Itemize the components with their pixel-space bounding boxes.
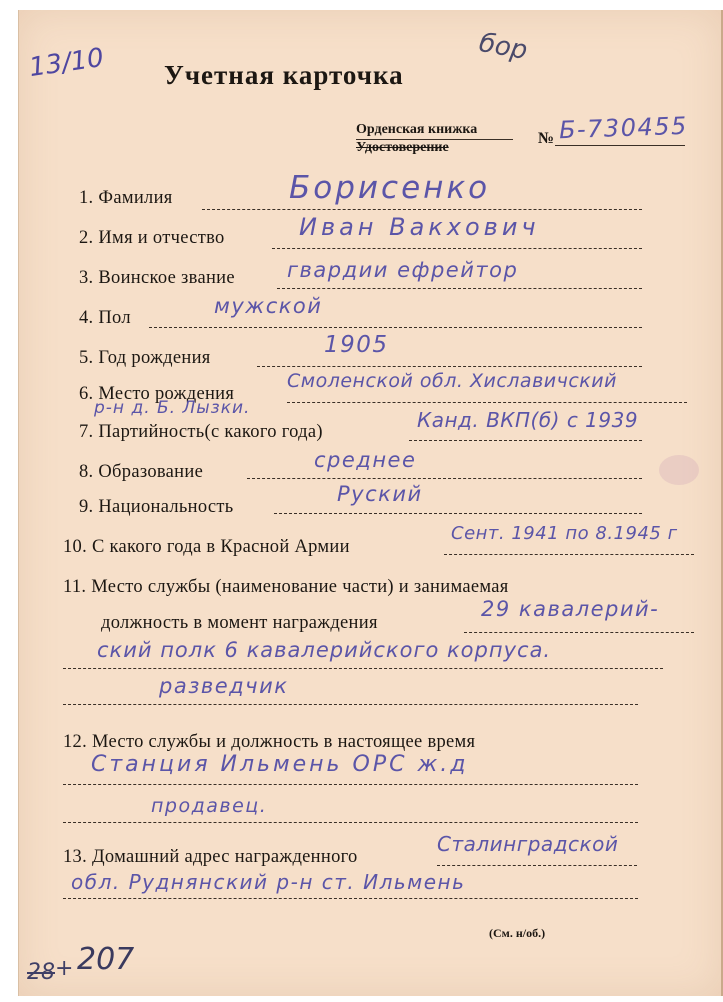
- field-name-label: 2. Имя и отчество: [79, 228, 225, 248]
- field-party-label: 7. Партийность(с какого года): [79, 422, 323, 442]
- footer-note: (См. н/об.): [489, 926, 546, 940]
- field-current-service-rule: [63, 784, 638, 785]
- field-surname-value: Борисенко: [289, 170, 491, 206]
- field-current-service-value-2: продавец.: [151, 795, 268, 817]
- card-title: Учетная карточка: [164, 60, 404, 90]
- corner-note: 13/10: [27, 42, 106, 84]
- field-surname-rule: [202, 209, 642, 210]
- field-service-value-3: разведчик: [159, 674, 289, 698]
- field-sex-rule: [149, 327, 642, 328]
- record-card: [18, 10, 723, 996]
- field-party-value: Канд. ВКП(б) с 1939: [417, 408, 639, 432]
- bottom-number: 207: [77, 942, 135, 977]
- number-rule: [555, 145, 685, 146]
- field-home-address-rule-2: [63, 898, 638, 899]
- bottom-struck-number: 28: [27, 960, 55, 985]
- field-name-value: Иван Вакхович: [299, 213, 540, 241]
- field-party-rule: [409, 440, 642, 441]
- field-nationality-rule: [274, 513, 642, 514]
- field-birth-year-value: 1905: [324, 332, 389, 358]
- field-rank-rule: [277, 288, 642, 289]
- field-rank-label: 3. Воинское звание: [79, 268, 235, 288]
- field-home-address-value: Сталинградской: [437, 832, 619, 856]
- order-book-label: Орденская книжка: [356, 122, 478, 137]
- field-service-rule-2: [63, 668, 663, 669]
- field-army-since-rule: [444, 554, 694, 555]
- bottom-number-plus: +: [55, 956, 74, 981]
- field-service-label-2: должность в момент награждения: [101, 613, 378, 633]
- field-rank-value: гвардии ефрейтор: [287, 258, 519, 282]
- field-education-value: среднее: [314, 448, 417, 472]
- field-home-address-value-2: обл. Руднянский р-н ст. Ильмень: [71, 870, 466, 894]
- field-surname-label: 1. Фамилия: [79, 188, 173, 208]
- field-birth-year-rule: [257, 366, 642, 367]
- number-sign: №: [538, 130, 555, 147]
- field-education-rule: [247, 478, 642, 479]
- field-service-value: 29 кавалерий-: [481, 597, 660, 621]
- order-book-rule: [356, 139, 513, 140]
- field-current-service-label: 12. Место службы и должность в настоящее время: [63, 732, 476, 752]
- field-current-service-value: Станция Ильмень ОРС ж.д: [91, 752, 469, 777]
- top-pencil-note: бор: [476, 28, 530, 66]
- field-name-rule: [272, 248, 642, 249]
- certificate-label: Удостоверение: [356, 140, 449, 155]
- field-army-since-value: Сент. 1941 по 8.1945 г: [451, 523, 678, 544]
- field-birthplace-rule: [287, 402, 687, 403]
- field-birthplace-label: 6. Место рождения: [79, 384, 235, 404]
- field-nationality-value: Руский: [337, 482, 423, 506]
- field-birthplace-value-2: р-н д. Б. Лызки.: [94, 398, 251, 418]
- field-service-value-2: ский полк 6 кавалерийского корпуса.: [97, 638, 552, 662]
- field-current-service-rule-2: [63, 822, 638, 823]
- order-book-number: Б-730455: [558, 111, 689, 145]
- field-birthplace-value: Смоленской обл. Хиславичский: [287, 370, 617, 392]
- field-home-address-rule: [437, 865, 637, 866]
- field-service-rule-3: [63, 704, 638, 705]
- field-education-label: 8. Образование: [79, 462, 204, 482]
- field-sex-value: мужской: [214, 294, 323, 318]
- ink-stain: [659, 455, 699, 485]
- field-birth-year-label: 5. Год рождения: [79, 348, 211, 368]
- field-nationality-label: 9. Национальность: [79, 497, 234, 517]
- field-service-label: 11. Место службы (наименование части) и занимаемая: [63, 577, 509, 597]
- field-home-address-label: 13. Домашний адрес награжденного: [63, 847, 358, 867]
- field-service-rule: [464, 632, 694, 633]
- field-army-since-label: 10. С какого года в Красной Армии: [63, 537, 350, 557]
- field-sex-label: 4. Пол: [79, 308, 131, 328]
